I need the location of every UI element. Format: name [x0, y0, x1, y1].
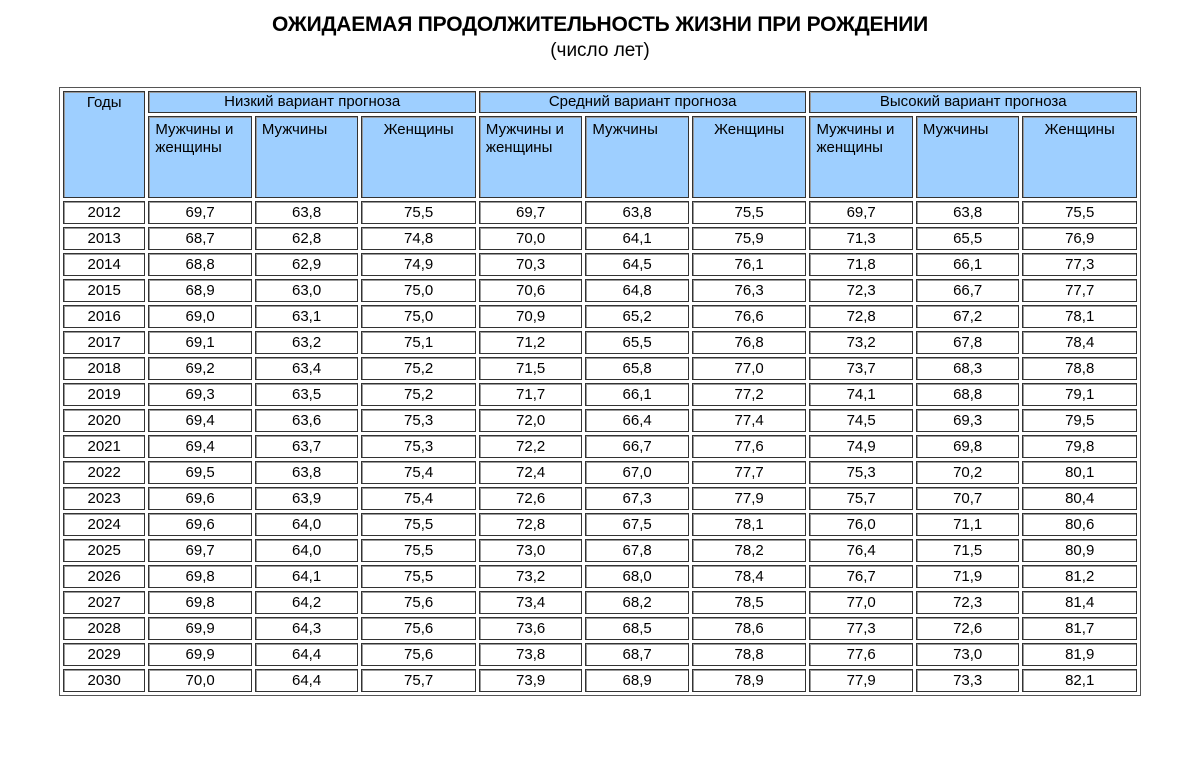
value-cell: 78,9: [692, 669, 807, 692]
value-cell: 73,0: [479, 539, 582, 562]
value-cell: 65,2: [585, 305, 688, 328]
value-cell: 69,7: [148, 201, 251, 224]
value-cell: 79,8: [1022, 435, 1137, 458]
value-cell: 76,7: [809, 565, 912, 588]
value-cell: 74,5: [809, 409, 912, 432]
value-cell: 69,8: [148, 591, 251, 614]
value-cell: 78,4: [1022, 331, 1137, 354]
value-cell: 65,8: [585, 357, 688, 380]
value-cell: 69,9: [148, 643, 251, 666]
value-cell: 75,5: [361, 201, 476, 224]
table-row: [63, 669, 1137, 692]
year-cell: 2018: [63, 357, 145, 380]
value-cell: 64,4: [255, 669, 358, 692]
value-cell: 75,5: [1022, 201, 1137, 224]
header-low-women: Женщины: [361, 116, 476, 198]
value-cell: 69,8: [148, 565, 251, 588]
value-cell: 81,7: [1022, 617, 1137, 640]
value-cell: 78,1: [692, 513, 807, 536]
value-cell: 64,3: [255, 617, 358, 640]
value-cell: 76,6: [692, 305, 807, 328]
value-cell: 64,0: [255, 513, 358, 536]
value-cell: 78,4: [692, 565, 807, 588]
value-cell: 81,9: [1022, 643, 1137, 666]
value-cell: 77,9: [809, 669, 912, 692]
value-cell: 79,5: [1022, 409, 1137, 432]
value-cell: 78,1: [1022, 305, 1137, 328]
value-cell: 70,9: [479, 305, 582, 328]
value-cell: 72,3: [916, 591, 1019, 614]
value-cell: 75,4: [361, 461, 476, 484]
value-cell: 73,6: [479, 617, 582, 640]
header-medium-variant: Средний вариант прогноза: [479, 91, 807, 113]
year-cell: 2029: [63, 643, 145, 666]
table-row: [63, 357, 1137, 380]
value-cell: 76,4: [809, 539, 912, 562]
value-cell: 71,7: [479, 383, 582, 406]
value-cell: 81,4: [1022, 591, 1137, 614]
year-cell: 2016: [63, 305, 145, 328]
year-cell: 2014: [63, 253, 145, 276]
value-cell: 72,3: [809, 279, 912, 302]
year-cell: 2026: [63, 565, 145, 588]
value-cell: 74,9: [809, 435, 912, 458]
table-row: [63, 591, 1137, 614]
value-cell: 77,2: [692, 383, 807, 406]
year-cell: 2022: [63, 461, 145, 484]
year-cell: 2028: [63, 617, 145, 640]
header-high-variant: Высокий вариант прогноза: [809, 91, 1137, 113]
table-row: [63, 279, 1137, 302]
value-cell: 73,9: [479, 669, 582, 692]
year-cell: 2025: [63, 539, 145, 562]
value-cell: 69,3: [916, 409, 1019, 432]
value-cell: 67,8: [916, 331, 1019, 354]
table-row: [63, 435, 1137, 458]
value-cell: 67,2: [916, 305, 1019, 328]
value-cell: 71,9: [916, 565, 1019, 588]
value-cell: 63,2: [255, 331, 358, 354]
year-cell: 2023: [63, 487, 145, 510]
value-cell: 69,5: [148, 461, 251, 484]
value-cell: 69,7: [809, 201, 912, 224]
value-cell: 79,1: [1022, 383, 1137, 406]
value-cell: 64,1: [585, 227, 688, 250]
table-row: [63, 331, 1137, 354]
header-years: Годы: [63, 91, 145, 198]
value-cell: 73,0: [916, 643, 1019, 666]
value-cell: 75,2: [361, 357, 476, 380]
value-cell: 69,3: [148, 383, 251, 406]
value-cell: 63,7: [255, 435, 358, 458]
value-cell: 63,1: [255, 305, 358, 328]
value-cell: 65,5: [585, 331, 688, 354]
value-cell: 67,3: [585, 487, 688, 510]
table-row: [63, 539, 1137, 562]
value-cell: 73,3: [916, 669, 1019, 692]
table-row: [63, 383, 1137, 406]
year-cell: 2012: [63, 201, 145, 224]
value-cell: 73,2: [809, 331, 912, 354]
table-row: [63, 227, 1137, 250]
value-cell: 75,9: [692, 227, 807, 250]
value-cell: 68,9: [585, 669, 688, 692]
value-cell: 75,5: [692, 201, 807, 224]
table-row: [63, 513, 1137, 536]
table-row: [63, 643, 1137, 666]
table-row: [63, 487, 1137, 510]
value-cell: 68,7: [148, 227, 251, 250]
value-cell: 63,4: [255, 357, 358, 380]
value-cell: 68,0: [585, 565, 688, 588]
header-high-women: Женщины: [1022, 116, 1137, 198]
value-cell: 76,8: [692, 331, 807, 354]
value-cell: 72,2: [479, 435, 582, 458]
value-cell: 77,3: [809, 617, 912, 640]
value-cell: 70,2: [916, 461, 1019, 484]
header-medium-both: Мужчины и женщины: [479, 116, 582, 198]
value-cell: 75,1: [361, 331, 476, 354]
value-cell: 71,1: [916, 513, 1019, 536]
value-cell: 68,3: [916, 357, 1019, 380]
value-cell: 69,0: [148, 305, 251, 328]
year-cell: 2027: [63, 591, 145, 614]
value-cell: 78,8: [692, 643, 807, 666]
value-cell: 69,4: [148, 435, 251, 458]
value-cell: 74,1: [809, 383, 912, 406]
value-cell: 72,4: [479, 461, 582, 484]
value-cell: 75,5: [361, 513, 476, 536]
value-cell: 70,7: [916, 487, 1019, 510]
year-cell: 2019: [63, 383, 145, 406]
value-cell: 74,9: [361, 253, 476, 276]
value-cell: 63,8: [255, 461, 358, 484]
value-cell: 72,8: [809, 305, 912, 328]
value-cell: 69,4: [148, 409, 251, 432]
table-row: [63, 201, 1137, 224]
life-expectancy-table: [59, 87, 1141, 696]
header-low-variant: Низкий вариант прогноза: [148, 91, 476, 113]
value-cell: 82,1: [1022, 669, 1137, 692]
value-cell: 75,6: [361, 643, 476, 666]
value-cell: 80,9: [1022, 539, 1137, 562]
value-cell: 80,6: [1022, 513, 1137, 536]
value-cell: 80,1: [1022, 461, 1137, 484]
value-cell: 71,5: [479, 357, 582, 380]
table-row: [63, 461, 1137, 484]
value-cell: 75,0: [361, 305, 476, 328]
value-cell: 70,0: [479, 227, 582, 250]
value-cell: 67,5: [585, 513, 688, 536]
value-cell: 63,9: [255, 487, 358, 510]
value-cell: 78,6: [692, 617, 807, 640]
value-cell: 69,1: [148, 331, 251, 354]
page-subtitle: (число лет): [550, 40, 650, 61]
value-cell: 76,9: [1022, 227, 1137, 250]
value-cell: 68,8: [916, 383, 1019, 406]
value-cell: 71,8: [809, 253, 912, 276]
value-cell: 66,1: [916, 253, 1019, 276]
year-cell: 2024: [63, 513, 145, 536]
value-cell: 73,4: [479, 591, 582, 614]
value-cell: 63,5: [255, 383, 358, 406]
value-cell: 63,8: [585, 201, 688, 224]
value-cell: 76,3: [692, 279, 807, 302]
value-cell: 68,2: [585, 591, 688, 614]
value-cell: 64,5: [585, 253, 688, 276]
value-cell: 69,8: [916, 435, 1019, 458]
value-cell: 75,6: [361, 591, 476, 614]
value-cell: 67,0: [585, 461, 688, 484]
value-cell: 66,7: [585, 435, 688, 458]
value-cell: 78,5: [692, 591, 807, 614]
value-cell: 66,4: [585, 409, 688, 432]
value-cell: 63,8: [916, 201, 1019, 224]
table-row: [63, 565, 1137, 588]
table-row: [63, 617, 1137, 640]
value-cell: 66,7: [916, 279, 1019, 302]
value-cell: 77,0: [692, 357, 807, 380]
value-cell: 72,6: [916, 617, 1019, 640]
header-medium-women: Женщины: [692, 116, 807, 198]
value-cell: 64,2: [255, 591, 358, 614]
value-cell: 69,7: [148, 539, 251, 562]
value-cell: 77,6: [809, 643, 912, 666]
value-cell: 69,6: [148, 513, 251, 536]
value-cell: 68,8: [148, 253, 251, 276]
value-cell: 75,5: [361, 565, 476, 588]
value-cell: 78,2: [692, 539, 807, 562]
value-cell: 77,6: [692, 435, 807, 458]
value-cell: 62,9: [255, 253, 358, 276]
value-cell: 63,0: [255, 279, 358, 302]
table-body: [63, 201, 1137, 692]
value-cell: 76,0: [809, 513, 912, 536]
value-cell: 64,8: [585, 279, 688, 302]
value-cell: 78,8: [1022, 357, 1137, 380]
value-cell: 77,0: [809, 591, 912, 614]
value-cell: 69,2: [148, 357, 251, 380]
value-cell: 71,5: [916, 539, 1019, 562]
value-cell: 68,9: [148, 279, 251, 302]
value-cell: 69,9: [148, 617, 251, 640]
value-cell: 69,6: [148, 487, 251, 510]
value-cell: 77,9: [692, 487, 807, 510]
value-cell: 75,3: [361, 435, 476, 458]
value-cell: 64,1: [255, 565, 358, 588]
value-cell: 80,4: [1022, 487, 1137, 510]
value-cell: 66,1: [585, 383, 688, 406]
value-cell: 62,8: [255, 227, 358, 250]
header-high-men: Мужчины: [916, 116, 1019, 198]
value-cell: 71,3: [809, 227, 912, 250]
value-cell: 73,8: [479, 643, 582, 666]
value-cell: 72,8: [479, 513, 582, 536]
header-high-both: Мужчины и женщины: [809, 116, 912, 198]
value-cell: 75,4: [361, 487, 476, 510]
table-row: [63, 305, 1137, 328]
year-cell: 2015: [63, 279, 145, 302]
value-cell: 75,3: [361, 409, 476, 432]
header-low-men: Мужчины: [255, 116, 358, 198]
value-cell: 71,2: [479, 331, 582, 354]
value-cell: 77,3: [1022, 253, 1137, 276]
value-cell: 70,0: [148, 669, 251, 692]
value-cell: 72,0: [479, 409, 582, 432]
year-cell: 2030: [63, 669, 145, 692]
page-title: ОЖИДАЕМАЯ ПРОДОЛЖИТЕЛЬНОСТЬ ЖИЗНИ ПРИ РОЖДЕНИИ: [271, 13, 929, 36]
value-cell: 73,2: [479, 565, 582, 588]
year-cell: 2020: [63, 409, 145, 432]
value-cell: 75,7: [809, 487, 912, 510]
value-cell: 64,0: [255, 539, 358, 562]
value-cell: 75,0: [361, 279, 476, 302]
year-cell: 2013: [63, 227, 145, 250]
value-cell: 70,6: [479, 279, 582, 302]
value-cell: 75,3: [809, 461, 912, 484]
value-cell: 77,7: [692, 461, 807, 484]
value-cell: 72,6: [479, 487, 582, 510]
value-cell: 75,2: [361, 383, 476, 406]
table-row: [63, 409, 1137, 432]
value-cell: 65,5: [916, 227, 1019, 250]
header-low-both: Мужчины и женщины: [148, 116, 251, 198]
year-cell: 2017: [63, 331, 145, 354]
value-cell: 77,4: [692, 409, 807, 432]
value-cell: 67,8: [585, 539, 688, 562]
value-cell: 76,1: [692, 253, 807, 276]
value-cell: 75,6: [361, 617, 476, 640]
table-row: [63, 253, 1137, 276]
value-cell: 77,7: [1022, 279, 1137, 302]
year-cell: 2021: [63, 435, 145, 458]
value-cell: 64,4: [255, 643, 358, 666]
value-cell: 73,7: [809, 357, 912, 380]
value-cell: 69,7: [479, 201, 582, 224]
header-medium-men: Мужчины: [585, 116, 688, 198]
value-cell: 81,2: [1022, 565, 1137, 588]
value-cell: 63,6: [255, 409, 358, 432]
value-cell: 74,8: [361, 227, 476, 250]
value-cell: 68,5: [585, 617, 688, 640]
value-cell: 75,7: [361, 669, 476, 692]
value-cell: 68,7: [585, 643, 688, 666]
value-cell: 70,3: [479, 253, 582, 276]
value-cell: 75,5: [361, 539, 476, 562]
value-cell: 63,8: [255, 201, 358, 224]
